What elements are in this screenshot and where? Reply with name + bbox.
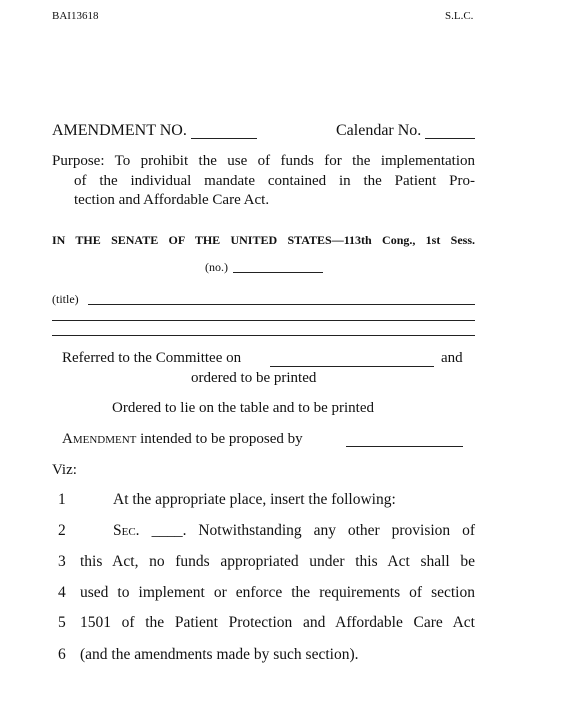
line-number-2: 2 [58,522,66,539]
amendment-intended-rest: intended to be proposed by [136,431,303,447]
line-number-5: 5 [58,614,66,631]
title-blank-2 [52,320,475,321]
proposer-blank [346,446,463,447]
line-text-5: 1501 of the Patient Protection and Affordable Care Act [80,614,475,631]
referred-line-1: Referred to the Committee on [62,350,242,366]
viz-label: Viz: [52,462,77,478]
calendar-no-label: Calendar No. [336,122,422,139]
line-text-2 [113,522,475,540]
no-label: (no.) [205,260,228,274]
line-text-4: used to implement or enforce the requirements of section [80,584,475,601]
senate-heading: IN THE SENATE OF THE UNITED STATES—113th Cong., 1st Sess. [52,233,475,247]
title-blank-1 [88,304,475,305]
referred-line-2: ordered to be printed [191,370,317,386]
line-number-3: 3 [58,553,66,570]
line-number-1: 1 [58,491,66,508]
line-number-4: 4 [58,584,66,601]
no-blank [233,272,323,273]
document-id: BAI13618 [52,10,99,22]
committee-blank [270,366,434,367]
calendar-no-blank [425,138,475,139]
ordered-lie-text: Ordered to lie on the table and to be printed [112,400,374,416]
title-blank-3 [52,335,475,336]
section-label: Sec. [113,522,140,539]
line-text-6: (and the amendments made by such section). [80,646,359,663]
section-rest-text: . Notwithstanding any other provision of [182,522,475,539]
line-text-3: this Act, no funds appropriated under this Act shall be [80,553,475,570]
amendment-small-caps: Amendment [62,431,137,447]
amendment-no-blank [191,138,257,139]
amendment-intended-text [62,431,303,448]
section-number-blank: ____ [151,522,183,539]
referred-and: and [441,350,463,366]
amendment-no-label: AMENDMENT NO. [52,122,187,139]
purpose-line-1: Purpose: To prohibit the use of funds for the implementation [52,153,475,169]
line-text-1: At the appropriate place, insert the following: [113,491,396,508]
purpose-line-2: of the individual mandate contained in the Patient Pro- [74,173,475,189]
title-label: (title) [52,292,79,306]
purpose-line-3: tection and Affordable Care Act. [74,192,270,208]
office-code: S.L.C. [445,10,474,22]
line-number-6: 6 [58,646,66,663]
